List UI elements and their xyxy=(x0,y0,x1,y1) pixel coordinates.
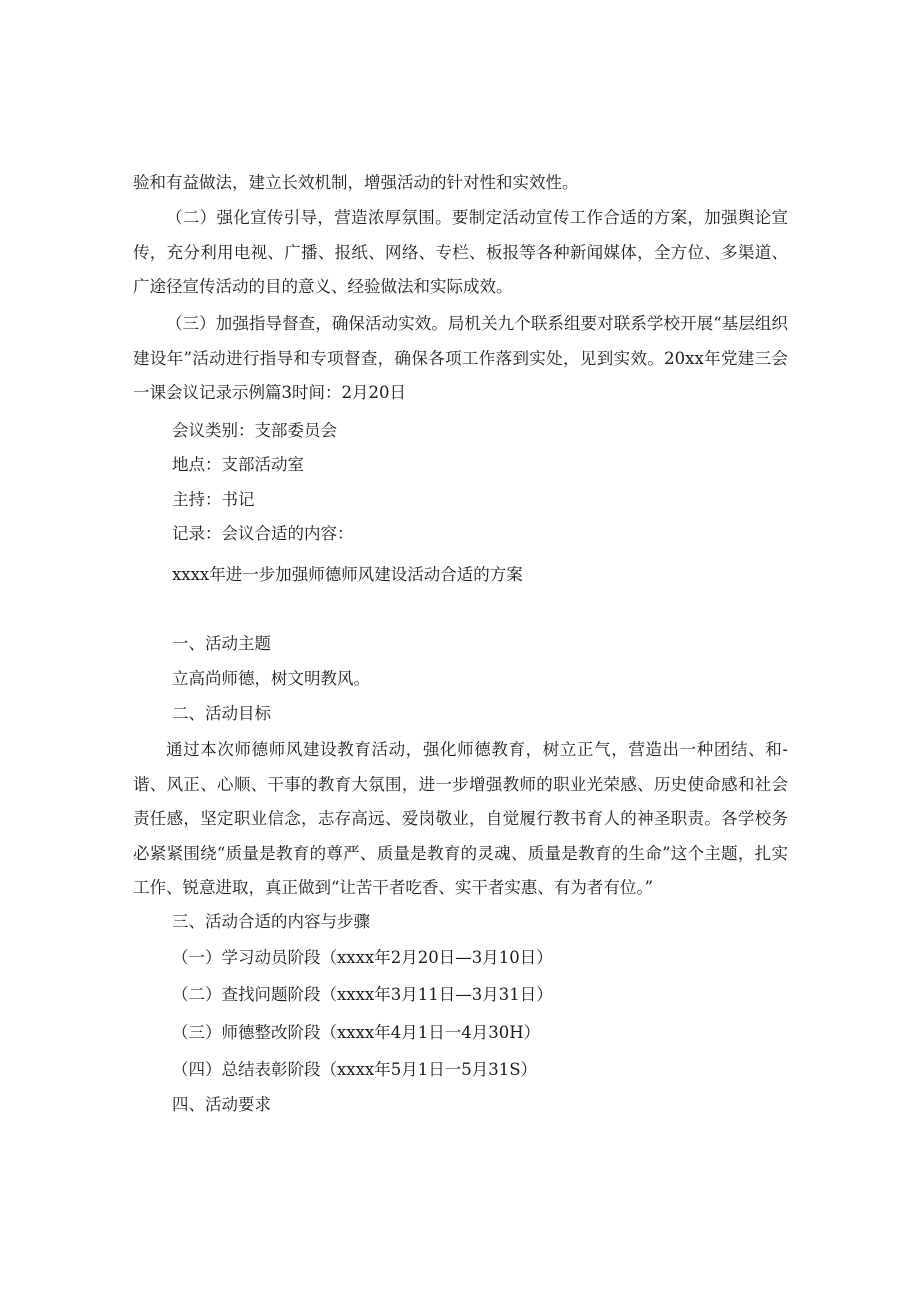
stage-item: （一）学习动员阶段（xxxx年2月20日—3月10日） xyxy=(172,948,553,967)
plan-title: xxxx年进一步加强师德师风建设活动合适的方案 xyxy=(172,565,523,584)
heading-goal: 二、活动目标 xyxy=(172,704,271,723)
stage-item: （三）师德整改阶段（xxxx年4月1日一4月30H） xyxy=(172,1023,541,1042)
heading-steps: 三、活动合适的内容与步骤 xyxy=(172,912,370,931)
theme-text: 立高尚师德，树文明教风。 xyxy=(172,669,370,688)
paragraph-section-three: （三）加强指导督查，确保活动实效。局机关九个联系组要对联系学校开展“基层组织建设年”活动进行指导和专项督查，确保各项工作落到实处，见到实效。20xx年党建三会一课会议记录示例篇3时间：2月20日 xyxy=(133,314,788,402)
paragraph-continuation: 验和有益做法，建立长效机制，增强活动的针对性和实效性。 xyxy=(133,173,579,192)
goal-paragraph: 通过本次师德师风建设教育活动，强化师德教育，树立正气，营造出一种团结、和-谐、风正、心顺、干事的教育大氛围，进一步增强教师的职业光荣感、历史使命感和社会责任感，坚定职业信念，志存高远、爱岗敬业，自觉履行教书育人的神圣职责。各学校务必紧紧围绕“质量是教育的尊严、质量是教育的灵魂、质量是教育的生命”这个主题，扎实工作、锐意进取，真正做到“让苦干者吃香、实干者实惠、有为者有位。” xyxy=(133,740,788,897)
paragraph-section-two: （二）强化宣传引导，营造浓厚氛围。要制定活动宣传工作合适的方案，加强舆论宣传，充分利用电视、广播、报纸、网络、专栏、板报等各种新闻媒体，全方位、多渠道、广途径宣传活动的目的意义、经验做法和实际成效。 xyxy=(133,208,788,296)
meeting-host: 主持：书记 xyxy=(172,490,255,509)
meeting-record: 记录：会议合适的内容： xyxy=(172,524,354,543)
stage-item: （二）查找问题阶段（xxxx年3月11日—3月31日） xyxy=(172,985,553,1004)
heading-theme: 一、活动主题 xyxy=(172,634,271,653)
meeting-location: 地点：支部活动室 xyxy=(172,455,304,474)
meeting-type: 会议类别：支部委员会 xyxy=(172,421,337,440)
stage-item: （四）总结表彰阶段（xxxx年5月1日一5月31S） xyxy=(172,1060,538,1079)
heading-requirements: 四、活动要求 xyxy=(172,1095,271,1114)
